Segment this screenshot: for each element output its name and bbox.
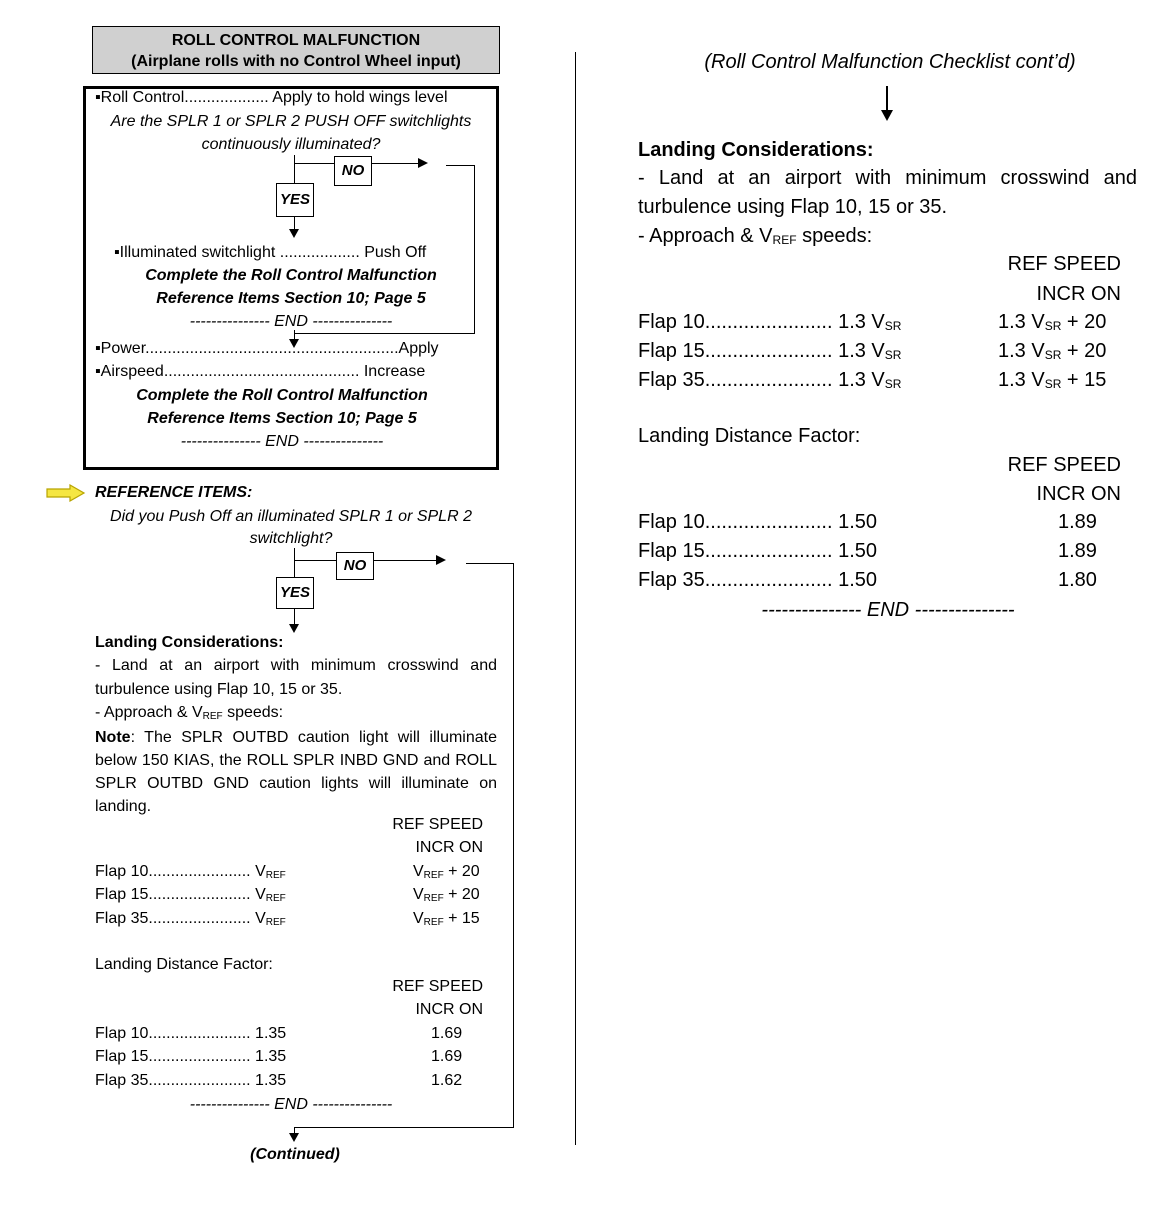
power-step: ▪Power.........................................................Apply [95, 340, 439, 357]
flap-10-speed-row: Flap 10....................... $V_{REF}$ [95, 863, 286, 881]
right-incr-on-header: INCR ON [1036, 483, 1121, 505]
arrow-right-icon [418, 158, 428, 168]
flow-line [294, 216, 295, 230]
right-landing-considerations-heading: Landing Considerations: [638, 139, 874, 161]
flap-35-incr-speed: $V_{REF} + 15$ [413, 910, 480, 928]
flow-line [294, 155, 295, 163]
arrow-down-icon [289, 229, 299, 238]
right-landing-line1: - Land at an airport with minimum crosswind and [638, 167, 1137, 189]
right-landing-line2: turbulence using Flap 10, 15 or 35. [638, 196, 948, 218]
right-flap-15-distance-row: Flap 15....................... 1.50 [638, 540, 877, 562]
end-marker: --------------- END --------------- [180, 433, 384, 450]
flow-line-no-return [446, 165, 474, 166]
ref-speed-header: REF SPEED [392, 978, 483, 995]
flap-10-incr-speed: $V_{REF} + 20$ [413, 863, 480, 881]
right-flap-35-distance-incr: 1.80 [1058, 569, 1097, 591]
incr-on-header: INCR ON [415, 1001, 483, 1018]
flap-10-distance-incr: 1.69 [431, 1025, 463, 1042]
end-marker: --------------- END --------------- [189, 1096, 393, 1113]
no-label-box: NO [334, 156, 372, 186]
flow-line-no-return [466, 563, 513, 564]
flap-15-distance-row: Flap 15....................... 1.35 [95, 1048, 287, 1065]
continued-label: (Continued) [250, 1146, 340, 1163]
right-approach-speeds-line: - Approach & $V_{REF}$ speeds: [638, 225, 873, 247]
flow-line [294, 548, 295, 560]
checklist-subtitle: (Airplane rolls with no Control Wheel input) [131, 53, 461, 70]
yes-label-box: YES [276, 183, 314, 217]
question-switchlights-line2: continuously illuminated? [201, 136, 381, 153]
right-flap-35-speed-row: Flap 35....................... 1.3 $V_{SR}$ [638, 369, 902, 391]
question-switchlights-line1: Are the SPLR 1 or SPLR 2 PUSH OFF switchlights [110, 113, 472, 130]
flap-15-distance-incr: 1.69 [431, 1048, 463, 1065]
complete-reference-line2: Reference Items Section 10; Page 5 [156, 290, 426, 307]
checklist-title: ROLL CONTROL MALFUNCTION [171, 32, 421, 49]
right-ref-speed-header: REF SPEED [1007, 253, 1121, 275]
right-flap-10-distance-incr: 1.89 [1058, 511, 1097, 533]
flow-line [294, 163, 295, 183]
right-end-marker: --------------- END --------------- [761, 599, 1015, 621]
checklist-header [92, 26, 500, 74]
pointer-arrow-icon [46, 484, 86, 502]
arrow-right-icon [436, 555, 446, 565]
right-flap-15-incr-speed: 1.3 $V_{SR} + 20$ [998, 340, 1107, 362]
landing-considerations-heading: Landing Considerations: [95, 634, 284, 651]
incr-on-header: INCR ON [415, 839, 483, 856]
right-ref-speed-header: REF SPEED [1007, 454, 1121, 476]
roll-control-step: ▪Roll Control................... Apply to hold wings level [95, 89, 448, 106]
right-flap-10-incr-speed: 1.3 $V_{SR} + 20$ [998, 311, 1107, 333]
ref-speed-header: REF SPEED [392, 816, 483, 833]
yes-label-box: YES [276, 577, 314, 609]
flow-line-no-return [294, 1127, 514, 1128]
question-pushoff-line1: Did you Push Off an illuminated SPLR 1 or SPLR 2 [110, 508, 472, 525]
flap-15-speed-row: Flap 15....................... $V_{REF}$ [95, 886, 286, 904]
flap-35-distance-row: Flap 35....................... 1.35 [95, 1072, 287, 1089]
reference-items-heading: REFERENCE ITEMS: [95, 484, 253, 501]
landing-considerations-line2: turbulence using Flap 10, 15 or 35. [95, 681, 343, 698]
right-landing-distance-heading: Landing Distance Factor: [638, 425, 861, 447]
complete-reference2-line2: Reference Items Section 10; Page 5 [147, 410, 417, 427]
flow-line-no-return [294, 333, 475, 334]
arrow-down-icon [881, 110, 893, 121]
flap-15-incr-speed: $V_{REF} + 20$ [413, 886, 480, 904]
illuminated-switchlight-step: ▪Illuminated switchlight .................. Push Off [114, 244, 427, 261]
right-flap-35-incr-speed: 1.3 $V_{SR} + 15$ [998, 369, 1107, 391]
flap-10-distance-row: Flap 10....................... 1.35 [95, 1025, 287, 1042]
flap-35-distance-incr: 1.62 [431, 1072, 463, 1089]
end-marker: --------------- END --------------- [189, 313, 393, 330]
no-label-box: NO [336, 552, 374, 580]
column-divider [575, 52, 576, 1145]
right-incr-on-header: INCR ON [1036, 283, 1121, 305]
flow-line-no-return [513, 563, 514, 1127]
right-flap-10-speed-row: Flap 10....................... 1.3 $V_{SR}$ [638, 311, 902, 333]
landing-distance-heading: Landing Distance Factor: [95, 956, 273, 973]
complete-reference-line1: Complete the Roll Control Malfunction [145, 267, 437, 284]
complete-reference2-line1: Complete the Roll Control Malfunction [136, 387, 428, 404]
approach-speeds-line: - Approach & $V_{REF}$ speeds: [95, 704, 284, 722]
right-flap-15-distance-incr: 1.89 [1058, 540, 1097, 562]
flow-line [294, 560, 295, 577]
arrow-down-icon [289, 1133, 299, 1142]
flow-line [886, 86, 888, 112]
flap-35-speed-row: Flap 35....................... $V_{REF}$ [95, 910, 286, 928]
arrow-down-icon [289, 624, 299, 633]
right-flap-10-distance-row: Flap 10....................... 1.50 [638, 511, 877, 533]
landing-considerations-line1: - Land at an airport with minimum crosswind and [95, 657, 497, 674]
question-pushoff-line2: switchlight? [249, 530, 333, 547]
airspeed-step: ▪Airspeed............................................ Increase [95, 363, 426, 380]
continuation-title: (Roll Control Malfunction Checklist cont’d) [704, 51, 1076, 73]
right-flap-15-speed-row: Flap 15....................... 1.3 $V_{SR}$ [638, 340, 902, 362]
spoiler-caution-note: Note: The SPLR OUTBD caution light will illuminate below 150 KIAS, the ROLL SPLR INBD GND and ROLL SPLR OUTBD GND caution lights will illuminate on landing. [95, 729, 497, 815]
right-flap-35-distance-row: Flap 35....................... 1.50 [638, 569, 877, 591]
